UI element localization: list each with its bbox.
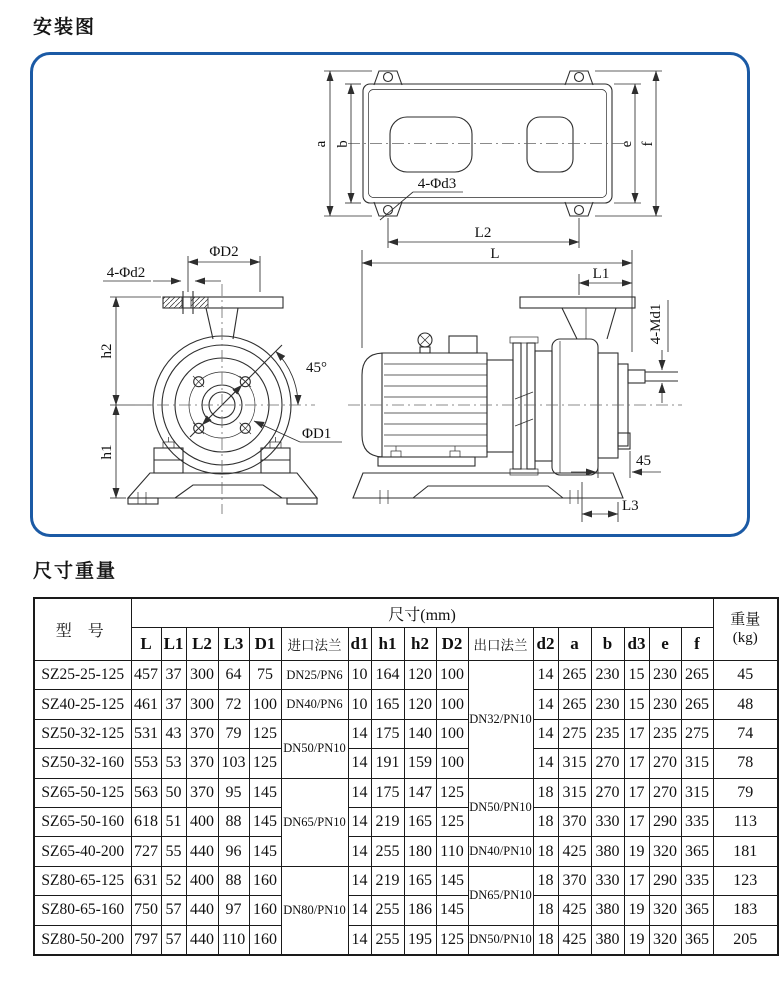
table-cell: 88 bbox=[218, 866, 249, 895]
header-row-sub bbox=[34, 628, 778, 661]
table-cell: 88 bbox=[218, 807, 249, 836]
table-cell: 96 bbox=[218, 837, 249, 866]
dim-label-e: e bbox=[619, 140, 635, 148]
table-cell: 265 bbox=[681, 690, 713, 719]
table-cell: 95 bbox=[218, 778, 249, 807]
table-cell: 64 bbox=[218, 661, 249, 690]
table-cell: 79 bbox=[218, 719, 249, 748]
table-cell: 15 bbox=[624, 661, 649, 690]
table-cell: 160 bbox=[249, 866, 281, 895]
table-cell: 120 bbox=[404, 661, 436, 690]
table-cell: 315 bbox=[558, 778, 591, 807]
inlet-flange-cell: DN25/PN6 bbox=[281, 661, 348, 690]
table-cell: 553 bbox=[131, 749, 161, 778]
table-cell: 165 bbox=[371, 690, 404, 719]
table-cell: 370 bbox=[186, 719, 218, 748]
header-row-top bbox=[34, 598, 778, 628]
table-cell: 195 bbox=[404, 925, 436, 955]
mount-hole bbox=[384, 73, 393, 82]
table-cell: 265 bbox=[558, 661, 591, 690]
model-cell: SZ40-25-125 bbox=[34, 690, 131, 719]
table-cell: 100 bbox=[436, 749, 468, 778]
table-cell: 370 bbox=[558, 866, 591, 895]
model-cell: SZ65-40-200 bbox=[34, 837, 131, 866]
table-cell: 147 bbox=[404, 778, 436, 807]
table-cell: 125 bbox=[436, 807, 468, 836]
weight-header-line1: 重量 bbox=[730, 612, 761, 629]
table-cell: 255 bbox=[371, 837, 404, 866]
table-cell: 400 bbox=[186, 807, 218, 836]
table-cell: 18 bbox=[533, 778, 558, 807]
table-cell: 315 bbox=[681, 749, 713, 778]
sub-header-cell: h2 bbox=[404, 628, 436, 661]
weight-cell: 123 bbox=[713, 866, 778, 895]
table-cell: 219 bbox=[371, 807, 404, 836]
sub-header-cell: 出口法兰 bbox=[468, 628, 533, 661]
table-cell: 275 bbox=[681, 719, 713, 748]
inlet-flange-cell: DN80/PN10 bbox=[281, 866, 348, 955]
table-cell: 145 bbox=[249, 778, 281, 807]
table-cell: 43 bbox=[161, 719, 186, 748]
motor-feet bbox=[378, 457, 475, 466]
table-cell: 125 bbox=[249, 719, 281, 748]
table-cell: 230 bbox=[649, 690, 681, 719]
table-cell: 14 bbox=[348, 807, 371, 836]
table-cell: 120 bbox=[404, 690, 436, 719]
dim-label-angle: 45° bbox=[306, 360, 327, 376]
table-cell: 440 bbox=[186, 837, 218, 866]
table-cell: 17 bbox=[624, 749, 649, 778]
table-cell: 255 bbox=[371, 896, 404, 925]
bearing-housing bbox=[598, 353, 618, 458]
dim-label-phi-d1: ΦD1 bbox=[302, 426, 332, 442]
table-cell: 125 bbox=[249, 749, 281, 778]
table-row bbox=[34, 778, 778, 807]
table-cell: 270 bbox=[591, 778, 624, 807]
dim-label-l2: L2 bbox=[474, 225, 492, 241]
sub-header-cell: f bbox=[681, 628, 713, 661]
model-cell: SZ80-65-125 bbox=[34, 866, 131, 895]
table-cell: 18 bbox=[533, 925, 558, 955]
table-cell: 290 bbox=[649, 866, 681, 895]
table-cell: 55 bbox=[161, 837, 186, 866]
table-cell: 100 bbox=[249, 690, 281, 719]
table-cell: 14 bbox=[533, 719, 558, 748]
plate-slot bbox=[527, 117, 573, 172]
table-cell: 100 bbox=[436, 690, 468, 719]
table-cell: 425 bbox=[558, 925, 591, 955]
table-cell: 230 bbox=[649, 661, 681, 690]
table-cell: 159 bbox=[404, 749, 436, 778]
terminal-box bbox=[449, 336, 477, 353]
table-cell: 300 bbox=[186, 661, 218, 690]
table-cell: 330 bbox=[591, 807, 624, 836]
table-cell: 15 bbox=[624, 690, 649, 719]
weight-cell: 78 bbox=[713, 749, 778, 778]
discharge-flange bbox=[520, 297, 635, 308]
table-cell: 50 bbox=[161, 778, 186, 807]
table-cell: 175 bbox=[371, 719, 404, 748]
dim-label-l: L bbox=[490, 246, 500, 262]
table-cell: 370 bbox=[186, 778, 218, 807]
table-cell: 17 bbox=[624, 807, 649, 836]
dim-label-b: b bbox=[335, 140, 351, 148]
table-row bbox=[34, 866, 778, 895]
table-row bbox=[34, 719, 778, 748]
table-row bbox=[34, 807, 778, 836]
outlet-flange-cell: DN32/PN10 bbox=[468, 661, 533, 779]
table-row bbox=[34, 925, 778, 955]
table-cell: 17 bbox=[624, 866, 649, 895]
weight-cell: 79 bbox=[713, 778, 778, 807]
table-row bbox=[34, 661, 778, 690]
sub-header-cell: b bbox=[591, 628, 624, 661]
table-cell: 315 bbox=[558, 749, 591, 778]
table-cell: 380 bbox=[591, 925, 624, 955]
table-cell: 320 bbox=[649, 925, 681, 955]
table-cell: 14 bbox=[348, 925, 371, 955]
table-cell: 100 bbox=[436, 719, 468, 748]
table-cell: 440 bbox=[186, 925, 218, 955]
weight-cell: 183 bbox=[713, 896, 778, 925]
table-cell: 380 bbox=[591, 896, 624, 925]
table-cell: 255 bbox=[371, 925, 404, 955]
table-cell: 19 bbox=[624, 896, 649, 925]
table-row bbox=[34, 690, 778, 719]
table-cell: 330 bbox=[591, 866, 624, 895]
table-cell: 160 bbox=[249, 925, 281, 955]
table-cell: 100 bbox=[436, 661, 468, 690]
table-cell: 230 bbox=[591, 690, 624, 719]
table-cell: 97 bbox=[218, 896, 249, 925]
outlet-flange-cell: DN50/PN10 bbox=[468, 925, 533, 955]
table-cell: 14 bbox=[348, 749, 371, 778]
table-cell: 320 bbox=[649, 837, 681, 866]
table-cell: 19 bbox=[624, 925, 649, 955]
table-cell: 618 bbox=[131, 807, 161, 836]
table-cell: 265 bbox=[681, 661, 713, 690]
table-cell: 797 bbox=[131, 925, 161, 955]
coupling-plate bbox=[527, 343, 535, 469]
table-cell: 425 bbox=[558, 896, 591, 925]
model-cell: SZ65-50-160 bbox=[34, 807, 131, 836]
table-cell: 275 bbox=[558, 719, 591, 748]
plate-slot bbox=[390, 117, 472, 172]
table-cell: 335 bbox=[681, 807, 713, 836]
table-cell: 191 bbox=[371, 749, 404, 778]
model-cell: SZ50-32-125 bbox=[34, 719, 131, 748]
table-cell: 165 bbox=[404, 807, 436, 836]
table-cell: 57 bbox=[161, 896, 186, 925]
dim-label-phi-d2: ΦD2 bbox=[209, 244, 239, 260]
inlet-flange-cell: DN65/PN10 bbox=[281, 778, 348, 866]
dims-table-body bbox=[34, 661, 778, 955]
table-cell: 10 bbox=[348, 690, 371, 719]
model-cell: SZ50-32-160 bbox=[34, 749, 131, 778]
sub-header-cell: L3 bbox=[218, 628, 249, 661]
sub-header-cell: L2 bbox=[186, 628, 218, 661]
table-cell: 14 bbox=[348, 719, 371, 748]
table-cell: 315 bbox=[681, 778, 713, 807]
table-cell: 531 bbox=[131, 719, 161, 748]
table-cell: 165 bbox=[404, 866, 436, 895]
table-cell: 270 bbox=[649, 778, 681, 807]
coupling-plate bbox=[513, 343, 521, 469]
table-cell: 180 bbox=[404, 837, 436, 866]
top-view-baseplate bbox=[313, 71, 662, 248]
table-cell: 457 bbox=[131, 661, 161, 690]
table-cell: 290 bbox=[649, 807, 681, 836]
table-cell: 72 bbox=[218, 690, 249, 719]
table-cell: 18 bbox=[533, 866, 558, 895]
table-cell: 145 bbox=[436, 896, 468, 925]
table-cell: 370 bbox=[558, 807, 591, 836]
table-cell: 125 bbox=[436, 778, 468, 807]
dim-label-l1: L1 bbox=[592, 266, 610, 282]
table-cell: 425 bbox=[558, 837, 591, 866]
table-cell: 160 bbox=[249, 896, 281, 925]
front-view-pump bbox=[99, 244, 342, 514]
table-cell: 563 bbox=[131, 778, 161, 807]
model-cell: SZ65-50-125 bbox=[34, 778, 131, 807]
dim-label-45: 45 bbox=[636, 453, 651, 469]
table-cell: 270 bbox=[649, 749, 681, 778]
table-cell: 17 bbox=[624, 778, 649, 807]
weight-header-line2: (kg) bbox=[732, 629, 758, 646]
table-cell: 53 bbox=[161, 749, 186, 778]
table-cell: 365 bbox=[681, 925, 713, 955]
table-cell: 320 bbox=[649, 896, 681, 925]
outlet-flange-cell: DN40/PN10 bbox=[468, 837, 533, 866]
sub-header-cell: e bbox=[649, 628, 681, 661]
weight-cell: 48 bbox=[713, 690, 778, 719]
sub-header-cell: d3 bbox=[624, 628, 649, 661]
table-cell: 57 bbox=[161, 925, 186, 955]
table-cell: 103 bbox=[218, 749, 249, 778]
installation-diagram-panel bbox=[30, 52, 750, 537]
table-cell: 52 bbox=[161, 866, 186, 895]
table-cell: 727 bbox=[131, 837, 161, 866]
col-header-dims-group: 尺寸(mm) bbox=[131, 598, 713, 628]
weight-cell: 113 bbox=[713, 807, 778, 836]
table-cell: 18 bbox=[533, 807, 558, 836]
table-cell: 400 bbox=[186, 866, 218, 895]
table-cell: 440 bbox=[186, 896, 218, 925]
table-cell: 19 bbox=[624, 837, 649, 866]
sub-header-cell: 进口法兰 bbox=[281, 628, 348, 661]
table-cell: 370 bbox=[186, 749, 218, 778]
table-cell: 125 bbox=[436, 925, 468, 955]
table-cell: 335 bbox=[681, 866, 713, 895]
sub-header-cell: h1 bbox=[371, 628, 404, 661]
table-cell: 750 bbox=[131, 896, 161, 925]
sub-header-cell: D2 bbox=[436, 628, 468, 661]
table-cell: 14 bbox=[533, 749, 558, 778]
mount-hole bbox=[575, 73, 584, 82]
weight-cell: 74 bbox=[713, 719, 778, 748]
table-cell: 235 bbox=[591, 719, 624, 748]
model-cell: SZ80-65-160 bbox=[34, 896, 131, 925]
table-cell: 37 bbox=[161, 661, 186, 690]
table-cell: 380 bbox=[591, 837, 624, 866]
dim-label-a: a bbox=[313, 140, 329, 148]
table-cell: 110 bbox=[436, 837, 468, 866]
shaft-thread-label: 4-Md1 bbox=[648, 303, 664, 345]
dim-label-f: f bbox=[640, 141, 656, 147]
weight-cell: 181 bbox=[713, 837, 778, 866]
table-cell: 175 bbox=[371, 778, 404, 807]
flange-holes-label: 4-Φd2 bbox=[106, 265, 146, 281]
table-cell: 145 bbox=[249, 807, 281, 836]
sub-header-cell: d2 bbox=[533, 628, 558, 661]
sub-header-cell: D1 bbox=[249, 628, 281, 661]
baseplate-holes-label: 4-Φd3 bbox=[417, 176, 457, 192]
table-row bbox=[34, 837, 778, 866]
outlet-flange-cell: DN50/PN10 bbox=[468, 778, 533, 837]
table-cell: 186 bbox=[404, 896, 436, 925]
sub-header-cell: a bbox=[558, 628, 591, 661]
table-cell: 37 bbox=[161, 690, 186, 719]
dimensions-title: 尺寸重量 bbox=[33, 561, 118, 582]
table-cell: 145 bbox=[249, 837, 281, 866]
table-cell: 300 bbox=[186, 690, 218, 719]
table-cell: 164 bbox=[371, 661, 404, 690]
table-cell: 51 bbox=[161, 807, 186, 836]
table-cell: 17 bbox=[624, 719, 649, 748]
table-cell: 230 bbox=[591, 661, 624, 690]
dim-label-h1: h1 bbox=[99, 444, 115, 460]
length-dimensions bbox=[362, 246, 632, 352]
table-row bbox=[34, 749, 778, 778]
outlet-flange-cell: DN65/PN10 bbox=[468, 866, 533, 925]
port-stub bbox=[628, 370, 645, 383]
table-cell: 18 bbox=[533, 896, 558, 925]
col-header-model: 型 号 bbox=[34, 598, 131, 661]
table-cell: 219 bbox=[371, 866, 404, 895]
table-cell: 110 bbox=[218, 925, 249, 955]
installation-drawing bbox=[30, 52, 750, 537]
sub-header-cell: d1 bbox=[348, 628, 371, 661]
inlet-flange-cell: DN40/PN6 bbox=[281, 690, 348, 719]
table-cell: 365 bbox=[681, 896, 713, 925]
table-cell: 461 bbox=[131, 690, 161, 719]
sub-header-cell: L1 bbox=[161, 628, 186, 661]
table-cell: 235 bbox=[649, 719, 681, 748]
sub-header-cell: L bbox=[131, 628, 161, 661]
table-cell: 18 bbox=[533, 837, 558, 866]
table-cell: 270 bbox=[591, 749, 624, 778]
model-cell: SZ80-50-200 bbox=[34, 925, 131, 955]
table-cell: 14 bbox=[348, 837, 371, 866]
table-cell: 365 bbox=[681, 837, 713, 866]
table-cell: 14 bbox=[348, 778, 371, 807]
model-cell: SZ25-25-125 bbox=[34, 661, 131, 690]
table-cell: 14 bbox=[533, 690, 558, 719]
pump-casing bbox=[552, 339, 598, 475]
table-cell: 14 bbox=[348, 866, 371, 895]
table-cell: 75 bbox=[249, 661, 281, 690]
dim-label-h2: h2 bbox=[99, 343, 115, 359]
weight-cell: 45 bbox=[713, 661, 778, 690]
dimensions-table bbox=[33, 597, 779, 956]
install-diagram-title: 安装图 bbox=[33, 17, 97, 38]
dim-label-l3: L3 bbox=[622, 498, 639, 514]
table-cell: 145 bbox=[436, 866, 468, 895]
table-cell: 265 bbox=[558, 690, 591, 719]
table-cell: 140 bbox=[404, 719, 436, 748]
col-header-weight bbox=[713, 598, 778, 661]
table-cell: 14 bbox=[348, 896, 371, 925]
table-cell: 631 bbox=[131, 866, 161, 895]
mount-hole bbox=[575, 206, 584, 215]
table-row bbox=[34, 896, 778, 925]
weight-cell: 205 bbox=[713, 925, 778, 955]
table-cell: 14 bbox=[533, 661, 558, 690]
table-cell: 10 bbox=[348, 661, 371, 690]
inlet-flange-cell: DN50/PN10 bbox=[281, 719, 348, 778]
